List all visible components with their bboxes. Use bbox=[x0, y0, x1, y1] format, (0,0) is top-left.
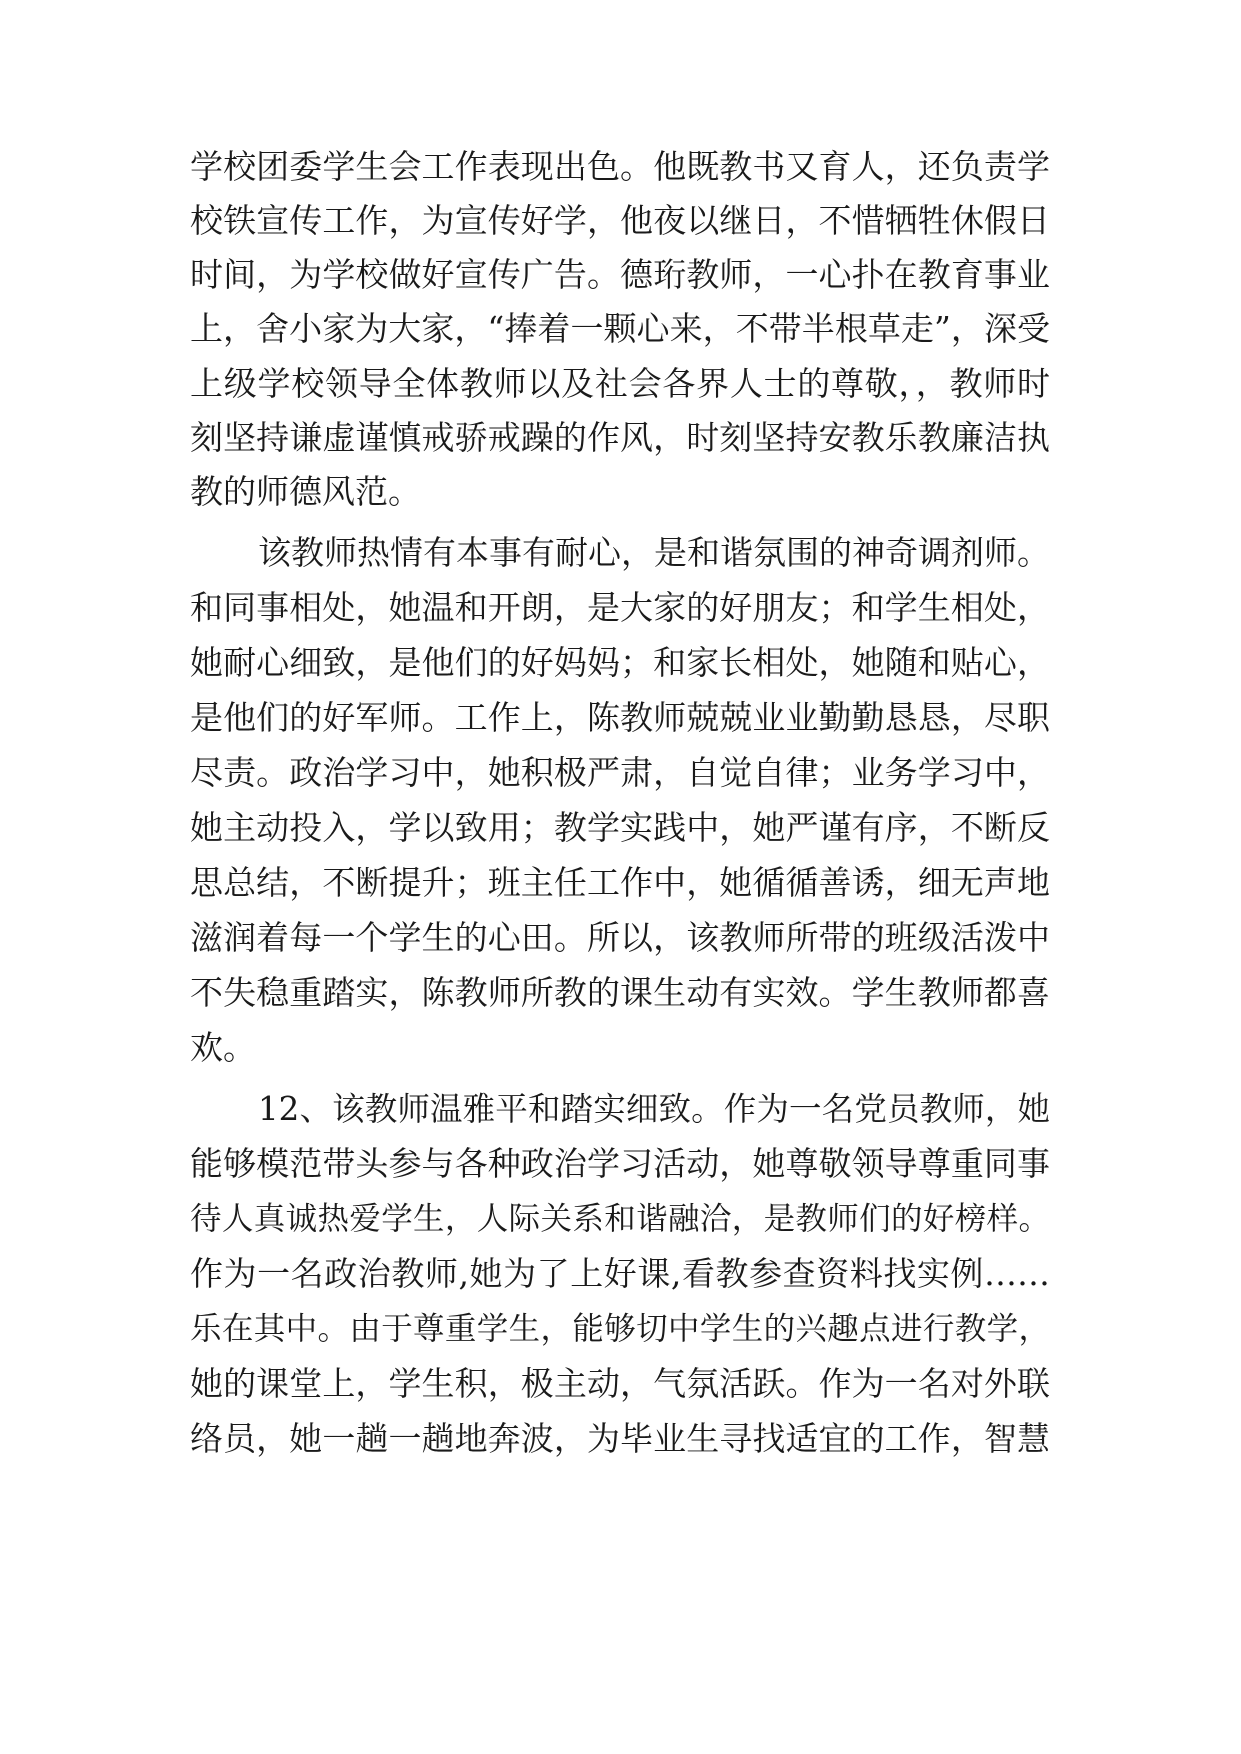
paragraph-2-line-4: 是他们的好军师。工作上，陈教师兢兢业业勤勤恳恳，尽职 bbox=[190, 698, 1050, 737]
paragraph-1-line-7: 教的师德风范。 bbox=[190, 472, 421, 511]
paragraph-2-line-2: 和同事相处，她温和开朗，是大家的好朋友；和学生相处， bbox=[190, 588, 1050, 627]
paragraph-3-line-7: 络员，她一趟一趟地奔波，为毕业生寻找适宜的工作，智慧 bbox=[190, 1419, 1050, 1458]
paragraph-3-line-2: 能够模范带头参与各种政治学习活动，她尊敬领导尊重同事 bbox=[190, 1144, 1050, 1183]
paragraph-2-line-9: 不失稳重踏实，陈教师所教的课生动有实效。学生教师都喜 bbox=[190, 973, 1050, 1012]
paragraph-2-line-3: 她耐心细致，是他们的好妈妈；和家长相处，她随和贴心， bbox=[190, 643, 1050, 682]
paragraph-1-line-1: 学校团委学生会工作表现出色。他既教书又育人，还负责学 bbox=[190, 147, 1050, 186]
paragraph-2-line-7: 思总结，不断提升；班主任工作中，她循循善诱，细无声地 bbox=[190, 863, 1050, 902]
paragraph-2-line-8: 滋润着每一个学生的心田。所以，该教师所带的班级活泼中 bbox=[190, 918, 1050, 957]
paragraph-3-line-4: 作为一名政治教师,她为了上好课,看教参查资料找实例…… bbox=[190, 1254, 1050, 1293]
paragraph-1-line-6: 刻坚持谦虚谨慎戒骄戒躁的作风，时刻坚持安教乐教廉洁执 bbox=[190, 418, 1050, 457]
paragraph-3-line-3: 待人真诚热爱学生，人际关系和谐融洽，是教师们的好榜样。 bbox=[190, 1201, 1050, 1237]
paragraph-2-line-10: 欢。 bbox=[190, 1028, 256, 1067]
paragraph-1-line-5: 上级学校领导全体教师以及社会各界人士的尊敬，，教师时 bbox=[190, 364, 1050, 403]
paragraph-2-line-1: 该教师热情有本事有耐心，是和谐氛围的神奇调剂师。 bbox=[258, 533, 1050, 572]
paragraph-1-line-4: 上，舍小家为大家，“捧着一颗心来，不带半根草走”，深受 bbox=[190, 309, 1050, 348]
paragraph-3-line-1: 12、该教师温雅平和踏实细致。作为一名党员教师，她 bbox=[258, 1090, 1050, 1128]
paragraph-3-line-6: 她的课堂上，学生积，极主动，气氛活跃。作为一名对外联 bbox=[190, 1364, 1050, 1403]
paragraph-2-line-6: 她主动投入，学以致用；教学实践中，她严谨有序，不断反 bbox=[190, 808, 1050, 847]
paragraph-1-line-2: 校铁宣传工作，为宣传好学，他夜以继日，不惜牺牲休假日 bbox=[190, 201, 1050, 240]
paragraph-1-line-3: 时间，为学校做好宣传广告。德珩教师，一心扑在教育事业 bbox=[190, 255, 1050, 294]
paragraph-3-line-5: 乐在其中。由于尊重学生，能够切中学生的兴趣点进行教学， bbox=[190, 1311, 1050, 1347]
paragraph-2-line-5: 尽责。政治学习中，她积极严肃，自觉自律；业务学习中， bbox=[190, 753, 1050, 792]
